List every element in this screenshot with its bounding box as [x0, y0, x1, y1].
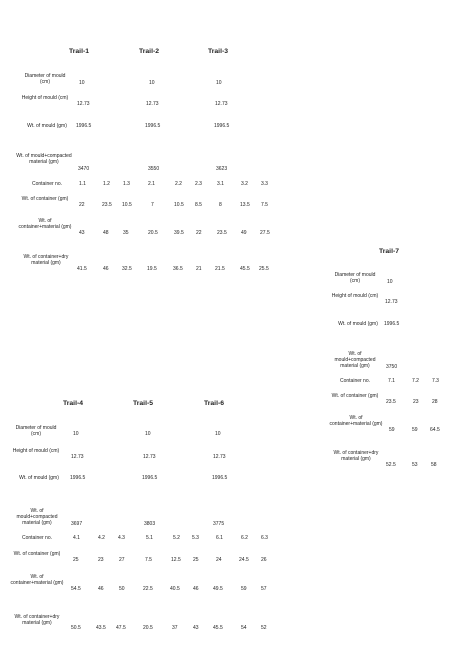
wt-mould-value: 1996.5 — [214, 123, 230, 129]
wt-container-material-value: 64.5 — [430, 427, 440, 433]
wt-container-dry-value: 58 — [431, 462, 437, 468]
wt-container-dry-value: 21 — [196, 266, 202, 272]
row-label-wt-container-material: Wt. of container+material (gm) — [10, 574, 64, 586]
trial-title: Trail-2 — [138, 48, 160, 55]
wt-mould-value: 1996.5 — [212, 475, 228, 481]
wt-container-value: 7 — [151, 202, 154, 208]
wt-container-dry-value: 36.5 — [173, 266, 183, 272]
wt-mould-compacted-value: 3775 — [213, 521, 225, 527]
trial-title: Trail-1 — [68, 48, 90, 55]
wt-container-value: 25 — [73, 557, 79, 563]
row-label-wt-container-dry: Wt. of container+dry material (gm) — [14, 614, 60, 626]
wt-container-dry-value: 45.5 — [240, 266, 250, 272]
container-no-value: 2.3 — [195, 181, 202, 187]
wt-container-material-value: 59 — [241, 586, 247, 592]
wt-mould-compacted-value: 3697 — [71, 521, 83, 527]
wt-container-value: 8.5 — [195, 202, 202, 208]
diameter-value: 10 — [387, 279, 393, 285]
row-label-wt-container: Wt. of container (gm) — [13, 551, 61, 557]
wt-container-dry-value: 50.5 — [71, 625, 81, 631]
wt-mould-value: 1996.5 — [76, 123, 92, 129]
wt-container-dry-value: 45.5 — [213, 625, 223, 631]
wt-mould-compacted-value: 3550 — [148, 166, 160, 172]
wt-container-dry-value: 41.5 — [77, 266, 87, 272]
row-label-wt-container-dry: Wt. of container+dry material (gm) — [23, 254, 69, 266]
container-no-value: 2.1 — [148, 181, 155, 187]
trial-title: Trail-6 — [203, 400, 225, 407]
trial-title: Trail-5 — [132, 400, 154, 407]
trial-title: Trail-7 — [378, 248, 400, 255]
container-no-value: 7.2 — [412, 378, 419, 384]
wt-mould-value: 1996.5 — [142, 475, 158, 481]
container-no-value: 1.1 — [79, 181, 86, 187]
container-no-value: 4.1 — [73, 535, 80, 541]
row-label-wt-mould: Wt. of mould (gm) — [19, 475, 59, 481]
wt-container-dry-value: 19.5 — [147, 266, 157, 272]
diameter-value: 10 — [216, 80, 222, 86]
wt-container-value: 23.5 — [386, 399, 396, 405]
row-label-wt-container-material: Wt. of container+material (gm) — [18, 218, 72, 230]
height-value: 12.73 — [143, 454, 156, 460]
row-label-height: Height of mould (cm) — [21, 95, 69, 101]
wt-container-dry-value: 25.5 — [259, 266, 269, 272]
wt-mould-value: 1996.5 — [70, 475, 86, 481]
wt-container-dry-value: 21.5 — [215, 266, 225, 272]
row-label-wt-mould: Wt. of mould (gm) — [27, 123, 67, 129]
wt-container-dry-value: 37 — [172, 625, 178, 631]
wt-container-value: 12.5 — [171, 557, 181, 563]
wt-container-value: 24.5 — [239, 557, 249, 563]
wt-mould-compacted-value: 3750 — [386, 364, 398, 370]
row-label-container-no: Container no. — [21, 535, 53, 541]
wt-container-material-value: 20.5 — [148, 230, 158, 236]
wt-container-material-value: 48 — [103, 230, 109, 236]
container-no-value: 1.2 — [103, 181, 110, 187]
trial-title: Trail-3 — [207, 48, 229, 55]
row-label-height: Height of mould (cm) — [12, 448, 60, 454]
height-value: 12.73 — [213, 454, 226, 460]
diameter-value: 10 — [79, 80, 85, 86]
wt-mould-compacted-value: 3803 — [144, 521, 156, 527]
wt-container-dry-value: 20.5 — [143, 625, 153, 631]
row-label-container-no: Container no. — [339, 378, 371, 384]
wt-container-dry-value: 53 — [412, 462, 418, 468]
container-no-value: 3.1 — [217, 181, 224, 187]
wt-container-dry-value: 52 — [261, 625, 267, 631]
row-label-height: Height of mould (cm) — [331, 293, 379, 299]
wt-mould-compacted-value: 3470 — [78, 166, 90, 172]
row-label-wt-container-material: Wt. of container+material (gm) — [329, 415, 383, 427]
wt-container-material-value: 23.5 — [217, 230, 227, 236]
row-label-wt-mould-compacted: Wt. of mould+compacted material (gm) — [334, 351, 376, 369]
wt-container-material-value: 59 — [412, 427, 418, 433]
wt-container-material-value: 43 — [79, 230, 85, 236]
wt-container-value: 7.5 — [261, 202, 268, 208]
wt-container-dry-value: 46 — [103, 266, 109, 272]
wt-mould-compacted-value: 3623 — [216, 166, 228, 172]
row-label-container-no: Container no. — [31, 181, 63, 187]
wt-container-value: 10.5 — [174, 202, 184, 208]
diameter-value: 10 — [215, 431, 221, 437]
wt-container-material-value: 46 — [98, 586, 104, 592]
wt-container-material-value: 46 — [193, 586, 199, 592]
container-no-value: 4.2 — [98, 535, 105, 541]
wt-container-value: 28 — [432, 399, 438, 405]
height-value: 12.73 — [385, 299, 398, 305]
wt-container-value: 10.5 — [122, 202, 132, 208]
container-no-value: 4.3 — [118, 535, 125, 541]
wt-container-material-value: 22 — [196, 230, 202, 236]
wt-container-dry-value: 43 — [193, 625, 199, 631]
wt-container-material-value: 59 — [389, 427, 395, 433]
wt-container-dry-value: 43.5 — [96, 625, 106, 631]
wt-container-value: 7.5 — [145, 557, 152, 563]
height-value: 12.73 — [77, 101, 90, 107]
row-label-wt-container: Wt. of container (gm) — [331, 393, 379, 399]
container-no-value: 5.3 — [192, 535, 199, 541]
wt-mould-value: 1996.5 — [384, 321, 400, 327]
wt-container-value: 23.5 — [102, 202, 112, 208]
row-label-wt-container-dry: Wt. of container+dry material (gm) — [333, 450, 379, 462]
wt-container-dry-value: 52.5 — [386, 462, 396, 468]
trial-title: Trail-4 — [62, 400, 84, 407]
wt-container-material-value: 54.5 — [71, 586, 81, 592]
diameter-value: 10 — [73, 431, 79, 437]
wt-container-value: 23 — [98, 557, 104, 563]
height-value: 12.73 — [215, 101, 228, 107]
row-label-wt-mould-compacted: Wt. of mould+compacted material (gm) — [16, 153, 72, 165]
container-no-value: 3.2 — [241, 181, 248, 187]
diameter-value: 10 — [145, 431, 151, 437]
row-label-diameter: Diameter of mould (cm) — [334, 272, 376, 284]
wt-container-material-value: 40.5 — [170, 586, 180, 592]
container-no-value: 7.1 — [388, 378, 395, 384]
container-no-value: 7.3 — [432, 378, 439, 384]
wt-container-value: 26 — [261, 557, 267, 563]
container-no-value: 5.2 — [173, 535, 180, 541]
container-no-value: 6.3 — [261, 535, 268, 541]
row-label-wt-mould-compacted: Wt. of mould+compacted material (gm) — [16, 508, 58, 526]
wt-container-material-value: 49 — [241, 230, 247, 236]
height-value: 12.73 — [71, 454, 84, 460]
container-no-value: 6.1 — [216, 535, 223, 541]
container-no-value: 5.1 — [146, 535, 153, 541]
container-no-value: 3.3 — [261, 181, 268, 187]
container-no-value: 2.2 — [175, 181, 182, 187]
wt-container-material-value: 49.5 — [213, 586, 223, 592]
wt-container-value: 27 — [119, 557, 125, 563]
wt-container-dry-value: 54 — [241, 625, 247, 631]
wt-container-material-value: 50 — [119, 586, 125, 592]
row-label-diameter: Diameter of mould (cm) — [24, 73, 66, 85]
wt-container-material-value: 39.5 — [174, 230, 184, 236]
wt-container-value: 24 — [216, 557, 222, 563]
wt-container-value: 23 — [413, 399, 419, 405]
wt-mould-value: 1996.5 — [145, 123, 161, 129]
wt-container-value: 13.5 — [240, 202, 250, 208]
wt-container-dry-value: 32.5 — [122, 266, 132, 272]
row-label-wt-container: Wt. of container (gm) — [21, 196, 69, 202]
container-no-value: 6.2 — [241, 535, 248, 541]
wt-container-material-value: 22.5 — [143, 586, 153, 592]
wt-container-material-value: 57 — [261, 586, 267, 592]
row-label-wt-mould: Wt. of mould (gm) — [338, 321, 378, 327]
diameter-value: 10 — [149, 80, 155, 86]
wt-container-value: 22 — [79, 202, 85, 208]
wt-container-dry-value: 47.5 — [116, 625, 126, 631]
row-label-diameter: Diameter of mould (cm) — [15, 425, 57, 437]
wt-container-value: 25 — [193, 557, 199, 563]
height-value: 12.73 — [146, 101, 159, 107]
container-no-value: 1.3 — [123, 181, 130, 187]
wt-container-value: 8 — [219, 202, 222, 208]
wt-container-material-value: 27.5 — [260, 230, 270, 236]
wt-container-material-value: 35 — [123, 230, 129, 236]
